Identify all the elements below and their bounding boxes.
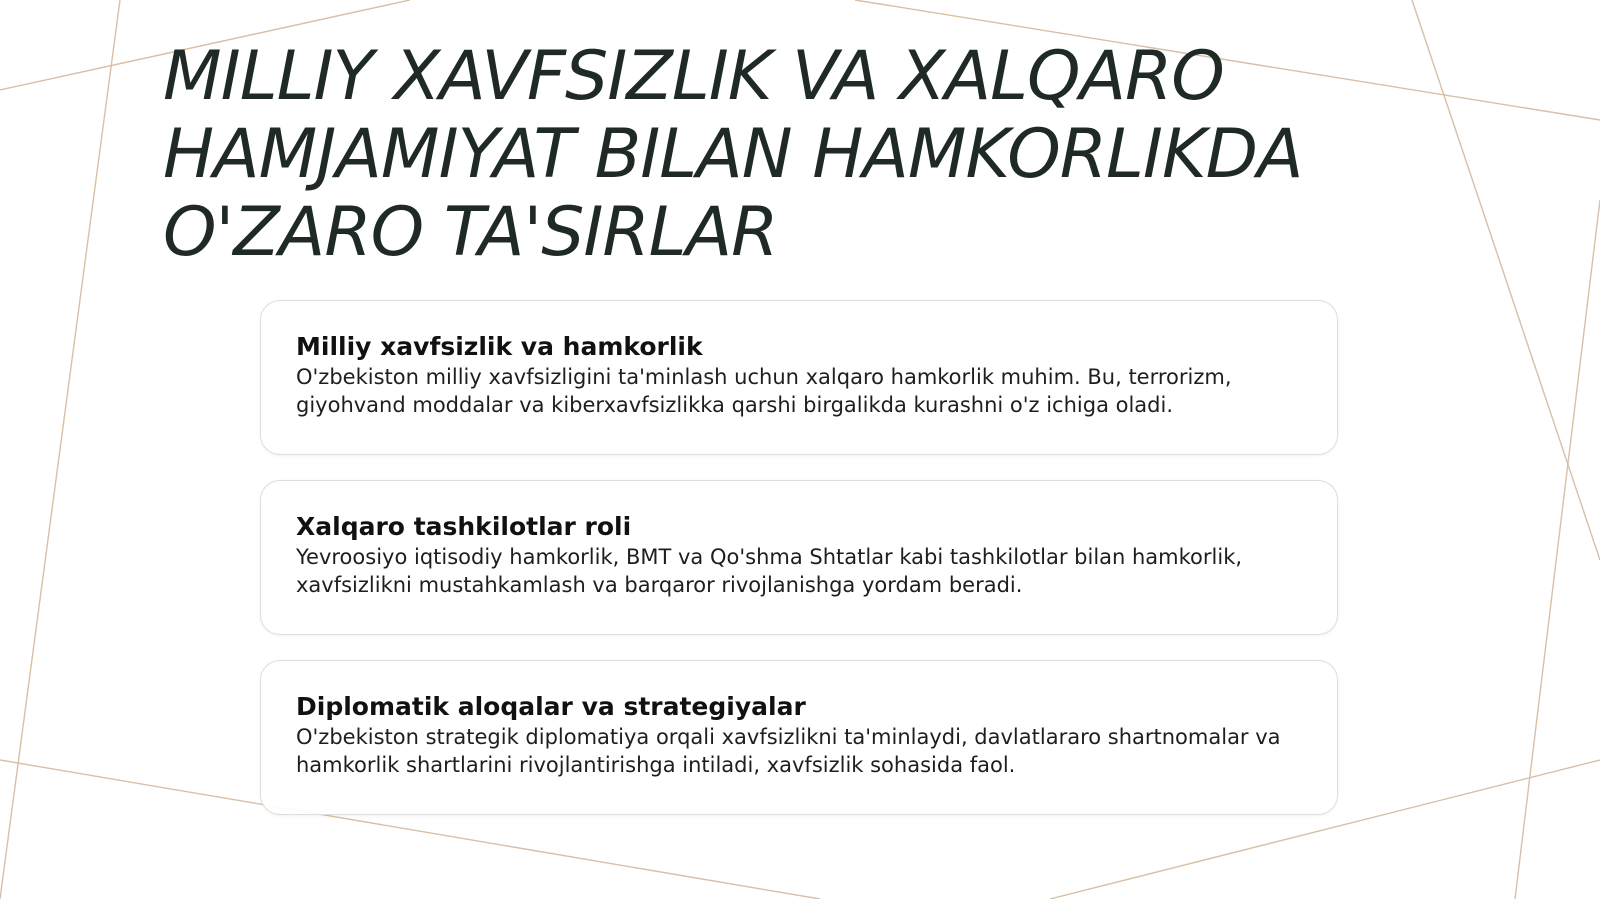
card-heading: Milliy xavfsizlik va hamkorlik [296,332,703,361]
slide-title: MILLIY XAVFSIZLIK VA XALQARO HAMJAMIYAT BILAN HAMKORLIKDA O'ZARO TA'SIRLAR [163,37,1303,272]
info-card-national-security [260,300,1338,455]
card-heading: Xalqaro tashkilotlar roli [296,512,632,541]
card-text: O'zbekiston milliy xavfsizligini ta'minlash uchun xalqaro hamkorlik muhim. Bu, terrorizm, giyohvand moddalar va kiberxavfsizlikka qarshi birgalikda kurashni o'z ichiga oladi. [296,365,1232,417]
card-heading: Diplomatik aloqalar va strategiyalar [296,692,806,721]
info-card-international-organizations [260,480,1338,635]
card-text: O'zbekiston strategik diplomatiya orqali xavfsizlikni ta'minlaydi, davlatlararo shartnomalar va hamkorlik shartlarini rivojlantirishga intiladi, xavfsizlik sohasida faol. [296,725,1281,777]
info-card-diplomatic-relations [260,660,1338,815]
card-text: Yevroosiyo iqtisodiy hamkorlik, BMT va Qo'shma Shtatlar kabi tashkilotlar bilan hamkorlik, xavfsizlikni mustahkamlash va barqaror rivojlanishga yordam beradi. [296,545,1243,597]
